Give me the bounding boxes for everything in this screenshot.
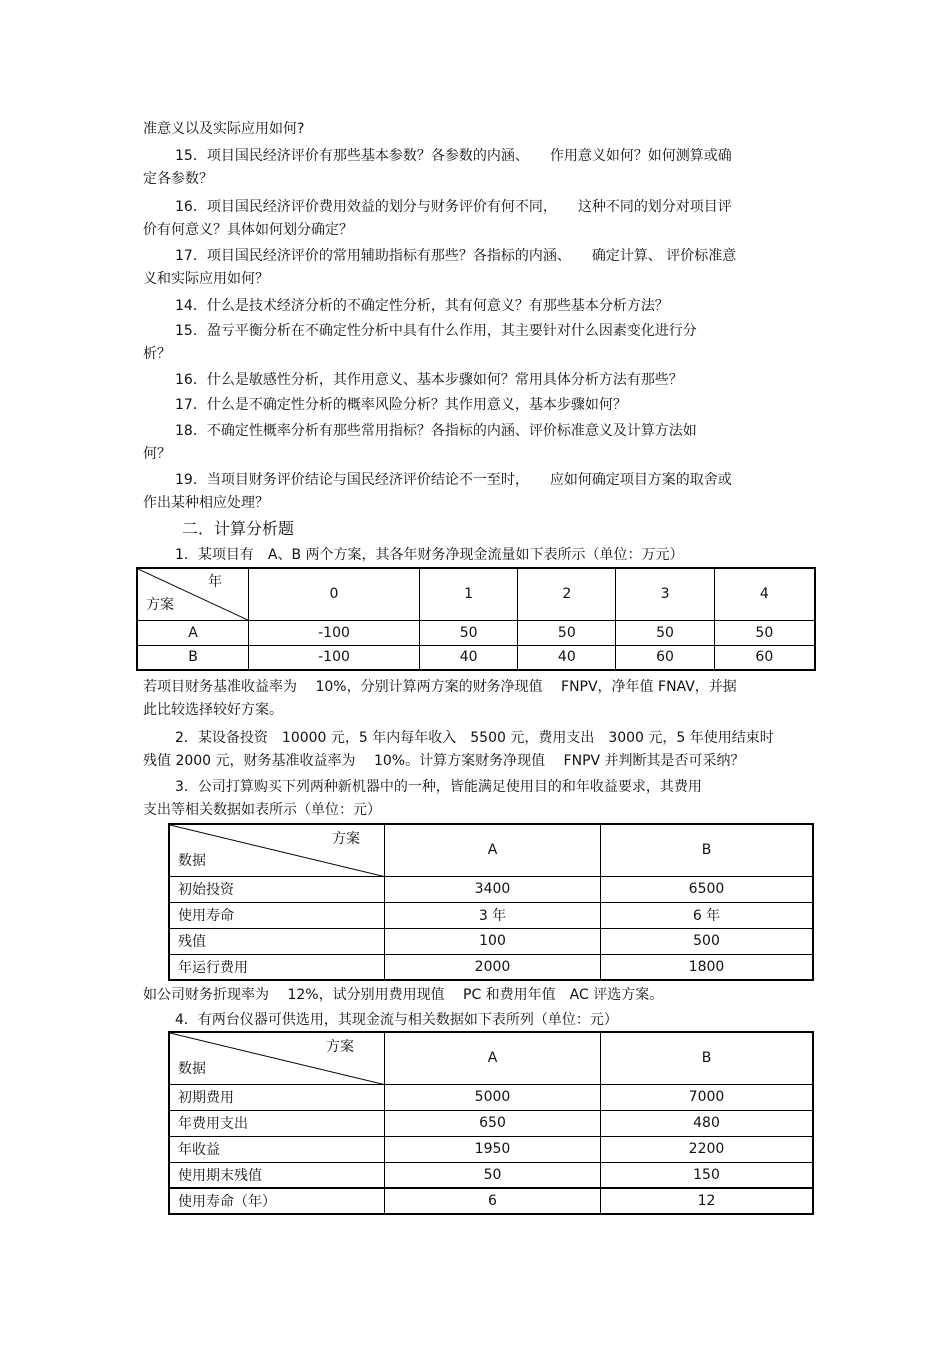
table-row <box>169 902 813 928</box>
cell-value: 40 <box>518 645 616 670</box>
cell-value: 50 <box>714 620 815 645</box>
cell-value: 150 <box>601 1162 814 1188</box>
cell-value: 5000 <box>385 1084 601 1110</box>
q2-text-line: 2．某设备投资 10000 元，5 年内每年收入 5500 元，费用支出 3000 元，5 年使用结束时 <box>175 730 774 746</box>
cell-value: 100 <box>385 928 601 954</box>
q3-text-line: 支出等相关数据如表所示（单位：元） <box>143 802 381 818</box>
cell-value: 1950 <box>385 1136 601 1162</box>
q4-intro: 4．有两台仪器可供选用，其现金流与相关数据如下表所列（单位：元） <box>175 1012 618 1028</box>
question-19-line: 19．当项目财务评价结论与国民经济评价结论不一至时， 应如何确定项目方案的取舍或 <box>175 472 732 488</box>
table-row <box>169 1136 813 1162</box>
corner-label-data: 数据 <box>178 1060 206 1077</box>
cell-value: 3400 <box>385 876 601 902</box>
q1-text-line: 此比较选择较好方案。 <box>143 702 283 718</box>
cell-value: 50 <box>616 620 714 645</box>
cell-value: 60 <box>616 645 714 670</box>
cell-value: 480 <box>601 1110 814 1136</box>
cell-value: 60 <box>714 645 815 670</box>
row-label: 年费用支出 <box>169 1110 385 1136</box>
section-title: 二．计算分析题 <box>182 519 295 538</box>
table-corner-cell <box>169 1032 385 1084</box>
q3-machine-table <box>168 823 814 981</box>
cell-value: 500 <box>601 928 814 954</box>
column-header-b: B <box>601 824 814 876</box>
q2-text-line: 残值 2000 元，财务基准收益率为 10%。计算方案财务净现值 FNPV 并判断其是否可采纳？ <box>143 753 745 769</box>
cell-value: 50 <box>518 620 616 645</box>
row-label: 使用寿命 <box>169 902 385 928</box>
year-header: 0 <box>249 568 420 620</box>
cell-value: 6500 <box>601 876 814 902</box>
year-header: 1 <box>420 568 518 620</box>
row-label: 年运行费用 <box>169 954 385 980</box>
cell-value: 2000 <box>385 954 601 980</box>
question-text-line: 准意义以及实际应用如何? <box>143 121 305 137</box>
table-row <box>169 1110 813 1136</box>
table-row <box>137 645 815 670</box>
question-14-line: 14．什么是技术经济分析的不确定性分析，其有何意义？有那些基本分析方法？ <box>175 298 669 314</box>
plan-name: B <box>137 645 249 670</box>
question-text-line: 价有何意义？具体如何划分确定？ <box>143 222 353 238</box>
row-label: 使用期末残值 <box>169 1162 385 1188</box>
corner-label-plan: 方案 <box>326 1039 354 1055</box>
row-label: 年收益 <box>169 1136 385 1162</box>
cell-value: 7000 <box>601 1084 814 1110</box>
year-header: 3 <box>616 568 714 620</box>
cell-value: 12 <box>601 1188 814 1214</box>
q1-text-line: 若项目财务基准收益率为 10%，分别计算两方案的财务净现值 FNPV，净年值 FNAV，并据 <box>143 679 737 695</box>
table-row <box>169 954 813 980</box>
question-16b-line: 16．什么是敏感性分析，其作用意义、基本步骤如何？常用具体分析方法有那些？ <box>175 372 683 388</box>
table-corner-cell <box>169 824 385 876</box>
row-label: 初期费用 <box>169 1084 385 1110</box>
cell-value: 3 年 <box>385 902 601 928</box>
row-label: 初始投资 <box>169 876 385 902</box>
year-header: 4 <box>714 568 815 620</box>
question-17-line: 17．项目国民经济评价的常用辅助指标有那些？各指标的内涵、 确定计算、 评价标准意 <box>175 248 737 264</box>
question-text-line: 作出某种相应处理？ <box>143 495 269 511</box>
question-text-line: 义和实际应用如何？ <box>143 271 269 287</box>
table-row <box>169 928 813 954</box>
q3-text-line: 如公司财务折现率为 12%，试分别用费用现值 PC 和费用年值 AC 评选方案。 <box>143 987 664 1003</box>
corner-label-data: 数据 <box>178 852 206 869</box>
question-text-line: 定各参数？ <box>143 171 213 187</box>
question-15b-line: 15．盈亏平衡分析在不确定性分析中具有什么作用，其主要针对什么因素变化进行分 <box>175 323 697 339</box>
cell-value: 50 <box>420 620 518 645</box>
cell-value: 40 <box>420 645 518 670</box>
table-row <box>169 1162 813 1188</box>
question-16-line: 16．项目国民经济评价费用效益的划分与财务评价有何不同， 这种不同的划分对项目评 <box>175 199 732 215</box>
cell-value: 6 <box>385 1188 601 1214</box>
q3-text-line: 3．公司打算购买下列两种新机器中的一种，皆能满足使用目的和年收益要求，其费用 <box>175 779 702 795</box>
row-label: 使用寿命（年） <box>169 1188 385 1214</box>
cell-value: -100 <box>249 645 420 670</box>
cell-value: 50 <box>385 1162 601 1188</box>
table-row <box>169 1084 813 1110</box>
cell-value: 1800 <box>601 954 814 980</box>
cell-value: -100 <box>249 620 420 645</box>
cell-value: 650 <box>385 1110 601 1136</box>
cell-value: 2200 <box>601 1136 814 1162</box>
corner-label-year: 年 <box>208 574 222 590</box>
column-header-a: A <box>385 824 601 876</box>
q1-intro: 1．某项目有 A、B 两个方案，其各年财务净现金流量如下表所示（单位：万元） <box>175 547 684 563</box>
table-row <box>169 1188 813 1214</box>
question-text-line: 何？ <box>143 446 171 462</box>
year-header: 2 <box>518 568 616 620</box>
column-header-b: B <box>601 1032 814 1084</box>
corner-label-plan: 方案 <box>146 596 174 613</box>
column-header-a: A <box>385 1032 601 1084</box>
cell-value: 6 年 <box>601 902 814 928</box>
table-corner-cell <box>137 568 249 620</box>
row-label: 残值 <box>169 928 385 954</box>
question-text-line: 析？ <box>143 346 171 362</box>
q1-cashflow-table <box>136 567 816 671</box>
question-17b-line: 17．什么是不确定性分析的概率风险分析？其作用意义，基本步骤如何？ <box>175 397 627 413</box>
plan-name: A <box>137 620 249 645</box>
question-15-line: 15．项目国民经济评价有那些基本参数？各参数的内涵、 作用意义如何？如何测算或确 <box>175 148 732 164</box>
table-row <box>137 620 815 645</box>
q4-instrument-table <box>168 1031 814 1215</box>
question-18-line: 18．不确定性概率分析有那些常用指标？各指标的内涵、评价标准意义及计算方法如 <box>175 423 697 439</box>
table-row <box>169 876 813 902</box>
corner-label-plan: 方案 <box>332 831 360 847</box>
